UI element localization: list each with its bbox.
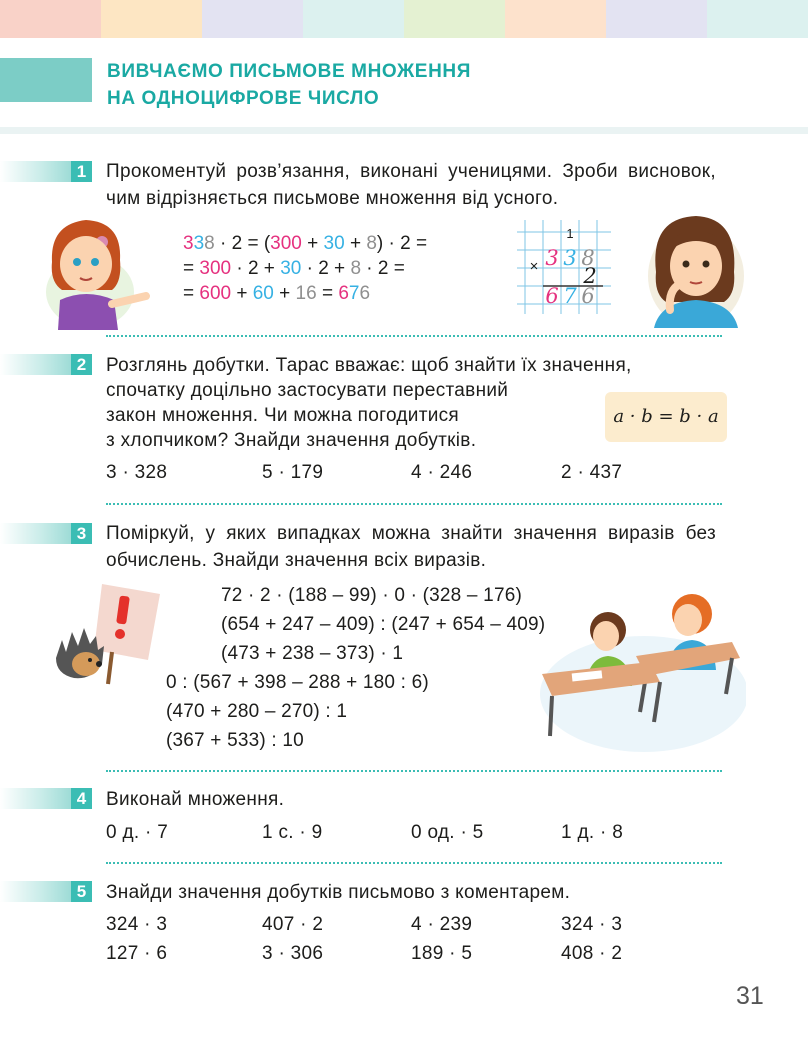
students-at-desks-illustration (536, 586, 746, 754)
top-digit-hundreds: 3 (545, 246, 559, 270)
title-divider (0, 127, 808, 134)
operator: = (316, 283, 339, 304)
operator: + (344, 233, 367, 254)
page-title (107, 58, 471, 112)
operator: + (273, 283, 296, 304)
title-accent-bar (0, 58, 92, 102)
commutative-law-box: a · b = b · a (605, 392, 727, 442)
result-digit-hundreds: 6 (545, 284, 559, 308)
strip-segment (505, 0, 606, 38)
expression: (470 + 280 – 270) : 1 (166, 701, 348, 722)
separator (106, 770, 722, 772)
result-digit-units: 6 (581, 284, 595, 308)
task-1-text: Прокоментуй розв’язання, виконані ученицями. Зроби висновок, чим відрізняється письмове множення від усного. (106, 161, 716, 209)
strip-segment (606, 0, 707, 38)
product-item: 5 · 179 (262, 462, 324, 483)
product-item: 324 · 3 (106, 914, 168, 935)
expression: (367 + 533) : 10 (166, 730, 304, 751)
digit: 6 (359, 283, 371, 304)
solution-line-2 (183, 256, 405, 281)
digit: 3 (193, 233, 205, 254)
product-item: 4 · 246 (411, 462, 473, 483)
number: 8 (350, 258, 362, 279)
operator: = (183, 258, 200, 279)
number: 300 (199, 258, 232, 279)
digit: 6 (338, 283, 349, 304)
number: 16 (295, 283, 317, 304)
page-number: 31 (736, 982, 764, 1010)
number: 300 (270, 233, 302, 254)
title-line-2: НА ОДНОЦИФРОВЕ ЧИСЛО (107, 88, 380, 109)
product-item: 324 · 3 (561, 914, 623, 935)
strip-segment (101, 0, 202, 38)
multiplication-item: 0 д. · 7 (106, 822, 169, 843)
strip-segment (303, 0, 404, 38)
expression: (473 + 238 – 373) · 1 (221, 643, 404, 664)
girl-illustration-left (42, 212, 152, 330)
hedgehog-illustration (52, 580, 164, 688)
number: 30 (280, 258, 302, 279)
product-item: 3 · 306 (262, 943, 324, 964)
product-item: 2 · 437 (561, 462, 623, 483)
product-item: 4 · 239 (411, 914, 473, 935)
product-item: 127 · 6 (106, 943, 168, 964)
result-digit-tens: 7 (563, 284, 577, 308)
digit: 8 (204, 233, 215, 254)
times-sign: × (529, 258, 539, 275)
digit: 7 (348, 283, 360, 304)
product-item: 3 · 328 (106, 462, 168, 483)
multiplication-item: 1 д. · 8 (561, 822, 624, 843)
operator: + (231, 283, 253, 304)
top-digit-units: 8 (581, 246, 595, 270)
separator (106, 862, 722, 864)
expression: (654 + 247 – 409) : (247 + 654 – 409) (221, 614, 546, 635)
girl-illustration-right (640, 210, 746, 328)
task-2-line-3: закон множення. Чи можна погодитися (106, 405, 460, 426)
task-2-number: 2 (71, 354, 92, 375)
multiplication-item: 0 од. · 5 (411, 822, 484, 843)
operator: · 2 = ( (214, 233, 271, 254)
digit: 3 (183, 233, 194, 254)
product-item: 407 · 2 (262, 914, 324, 935)
task-2-line-1: Розглянь добутки. Тарас вважає: щоб знайти їх значення, (106, 355, 632, 376)
number: 600 (199, 283, 232, 304)
multiplication-item: 1 с. · 9 (262, 822, 323, 843)
solution-line-1 (183, 231, 427, 256)
task-4-text: Виконай множення. (106, 789, 285, 810)
operator: · 2 = (361, 258, 405, 279)
carry-digit: 1 (566, 226, 574, 241)
operator: ) · 2 = (376, 233, 428, 254)
number: 30 (323, 233, 345, 254)
solution-line-3 (183, 281, 370, 306)
strip-segment (404, 0, 505, 38)
task-4-number: 4 (71, 788, 92, 809)
task-5-number: 5 (71, 881, 92, 902)
product-item: 189 · 5 (411, 943, 473, 964)
operator: · 2 + (301, 258, 351, 279)
expression: 0 : (567 + 398 – 288 + 180 : 6) (166, 672, 429, 693)
operator: + (301, 233, 324, 254)
operator: = (183, 283, 200, 304)
task-2-line-2: спочатку доцільно застосувати переставний (106, 380, 509, 401)
task-2-line-4: з хлопчиком? Знайди значення добутків. (106, 430, 477, 451)
expression: 72 · 2 · (188 – 99) · 0 · (328 – 176) (221, 585, 522, 606)
column-multiplication-grid (517, 220, 611, 314)
number: 8 (366, 233, 377, 254)
top-color-strip (0, 0, 808, 38)
task-3-text: Поміркуй, у яких випадках можна знайти значення виразів без обчислень. Знайди значення всіх виразів. (106, 523, 716, 571)
strip-segment (707, 0, 808, 38)
product-item: 408 · 2 (561, 943, 623, 964)
top-digit-tens: 3 (563, 246, 577, 270)
title-line-1: ВИВЧАЄМО ПИСЬМОВЕ МНОЖЕННЯ (107, 61, 471, 82)
task-5-text: Знайди значення добутків письмово з коментарем. (106, 882, 571, 903)
strip-segment (0, 0, 101, 38)
multiplier-digit: 2 (583, 264, 597, 288)
separator (106, 335, 722, 337)
number: 60 (252, 283, 274, 304)
strip-segment (202, 0, 303, 38)
operator: · 2 + (231, 258, 281, 279)
task-1-number: 1 (71, 161, 92, 182)
separator (106, 503, 722, 505)
task-3-number: 3 (71, 523, 92, 544)
